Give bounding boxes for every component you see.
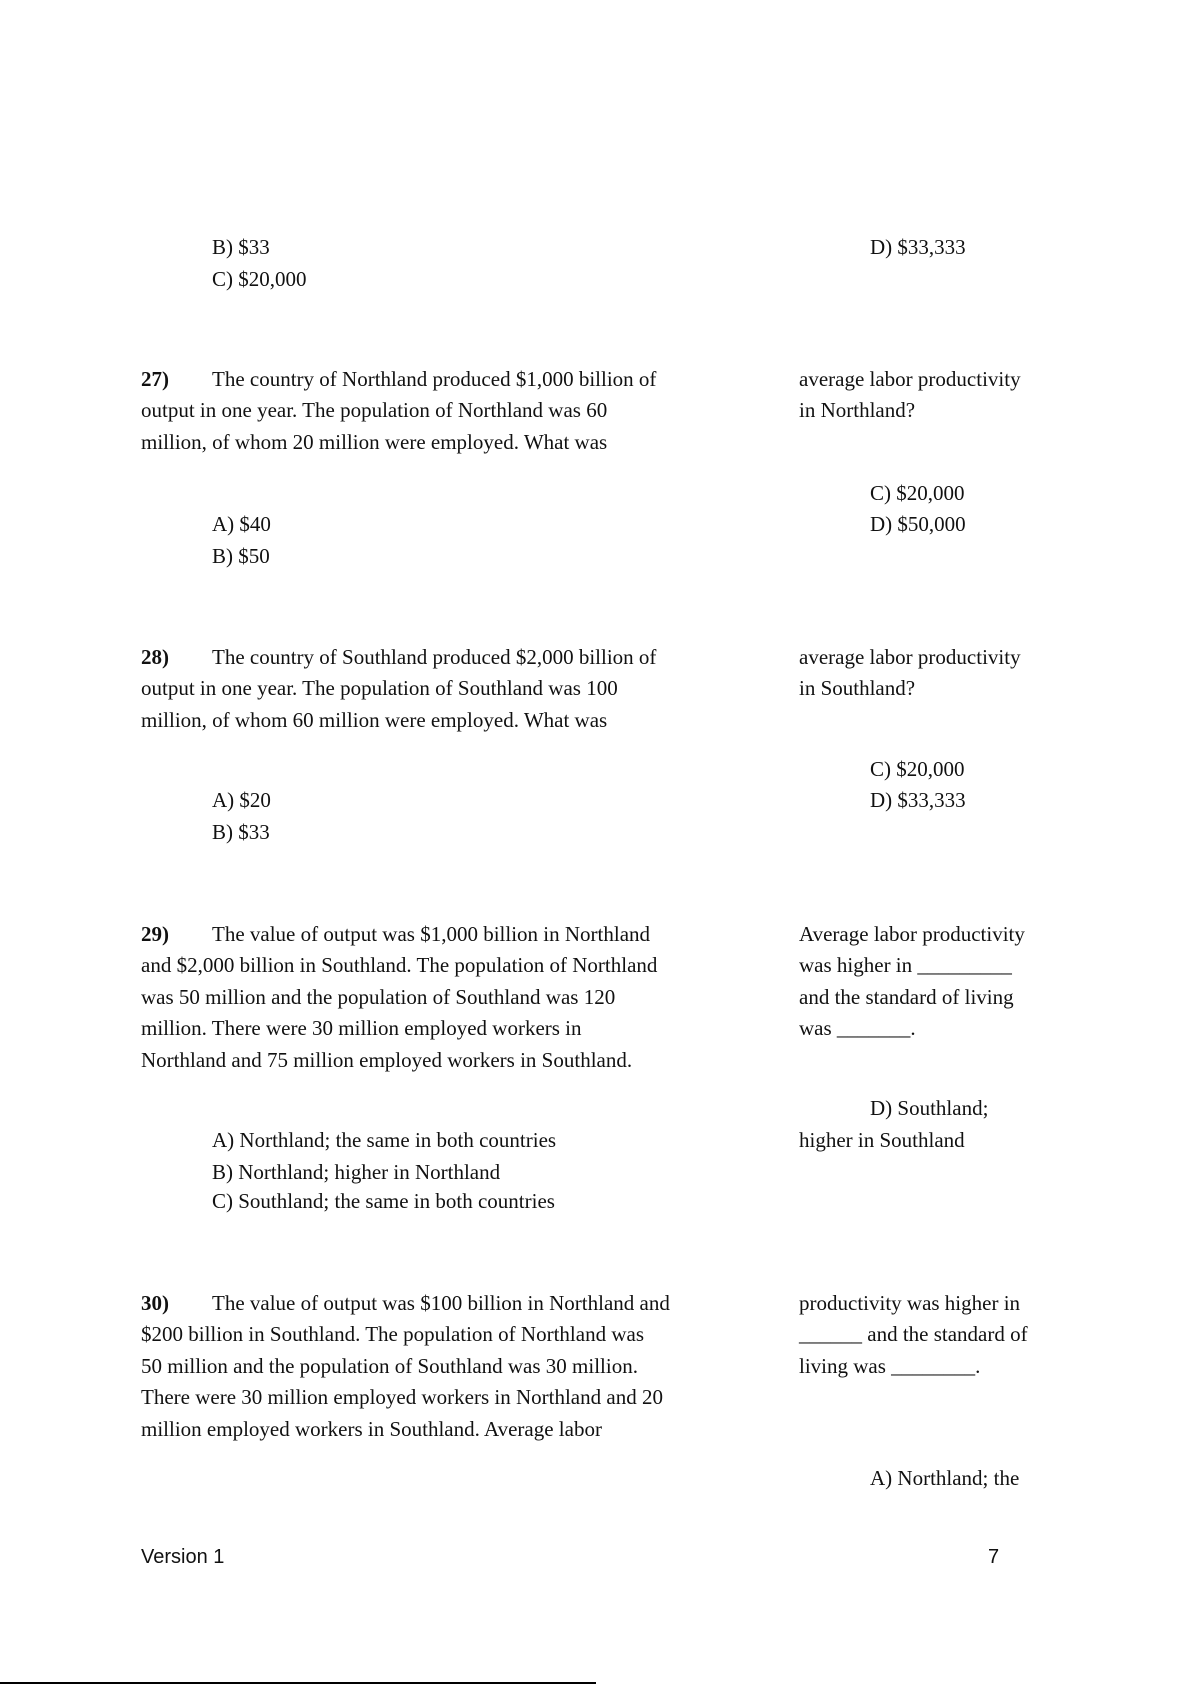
text-line: was 50 million and the population of Southland was 120 (141, 984, 616, 1009)
text-line: and $2,000 billion in Southland. The population of Northland (141, 953, 658, 978)
page-number: 7 (988, 1546, 1000, 1568)
question-29-text-continued (799, 919, 1025, 1045)
text-line: output in one year. The population of Northland was 60 (141, 398, 608, 423)
text-line: in Northland? (799, 398, 916, 423)
question-28-text (141, 642, 656, 736)
page-bottom-rule (0, 1682, 596, 1684)
text-line: $200 billion in Southland. The population of Northland was (141, 1322, 644, 1347)
text-line: was higher in _________ (799, 953, 1012, 978)
text-line: living was ________. (799, 1353, 981, 1378)
text-line: million employed workers in Southland. Average labor (141, 1416, 602, 1441)
option-d: D) $33,333 (870, 788, 966, 812)
option-d: D) $33,333 (870, 235, 966, 259)
option-a: A) $20 (212, 788, 271, 812)
option-a: A) Northland; the (870, 1466, 1020, 1490)
question-30-text-continued (799, 1288, 1028, 1382)
question-29-text (141, 919, 657, 1076)
option-a: A) $40 (212, 512, 271, 536)
option-b: B) $33 (212, 235, 270, 259)
text-line: in Southland? (799, 676, 916, 701)
option-c: C) $20,000 (870, 481, 965, 505)
text-line: million, of whom 20 million were employed. What was (141, 429, 608, 454)
option-b: B) Northland; higher in Northland (212, 1160, 501, 1184)
text-line: and the standard of living (799, 984, 1014, 1009)
question-number: 28) (141, 645, 169, 669)
option-d-continued: higher in Southland (799, 1128, 965, 1152)
text-line: was _______. (799, 1016, 916, 1041)
option-c: C) $20,000 (212, 267, 307, 291)
text-line: average labor productivity (799, 645, 1021, 669)
question-27-text-continued (799, 364, 1021, 427)
question-30-text (141, 1288, 670, 1445)
text-line: 50 million and the population of Southland was 30 million. (141, 1353, 638, 1378)
option-c: C) $20,000 (870, 757, 965, 781)
option-a: A) Northland; the same in both countries (212, 1128, 557, 1152)
option-d: D) $50,000 (870, 512, 966, 536)
text-line: The value of output was $1,000 billion in Northland (212, 922, 651, 946)
text-line: Average labor productivity (799, 922, 1025, 946)
question-28-text-continued (799, 642, 1021, 705)
question-27-text (141, 364, 656, 458)
text-line: ______ and the standard of (799, 1322, 1028, 1347)
footer-version: Version 1 (141, 1546, 225, 1568)
text-line: million, of whom 60 million were employed. What was (141, 707, 608, 732)
option-b: B) $50 (212, 544, 270, 568)
text-line: There were 30 million employed workers in Northland and 20 (141, 1385, 663, 1410)
text-line: The country of Northland produced $1,000 billion of (212, 367, 657, 391)
text-line: Northland and 75 million employed workers in Southland. (141, 1047, 633, 1072)
text-line: The value of output was $100 billion in Northland and (212, 1291, 670, 1315)
text-line: average labor productivity (799, 367, 1021, 391)
question-number: 29) (141, 922, 169, 946)
question-number: 30) (141, 1291, 169, 1315)
option-d: D) Southland; (870, 1096, 989, 1120)
text-line: The country of Southland produced $2,000 billion of (212, 645, 657, 669)
option-c: C) Southland; the same in both countries (212, 1189, 555, 1213)
text-line: productivity was higher in (799, 1291, 1021, 1315)
text-line: million. There were 30 million employed workers in (141, 1016, 582, 1041)
text-line: output in one year. The population of Southland was 100 (141, 676, 618, 701)
option-b: B) $33 (212, 820, 270, 844)
question-number: 27) (141, 367, 169, 391)
